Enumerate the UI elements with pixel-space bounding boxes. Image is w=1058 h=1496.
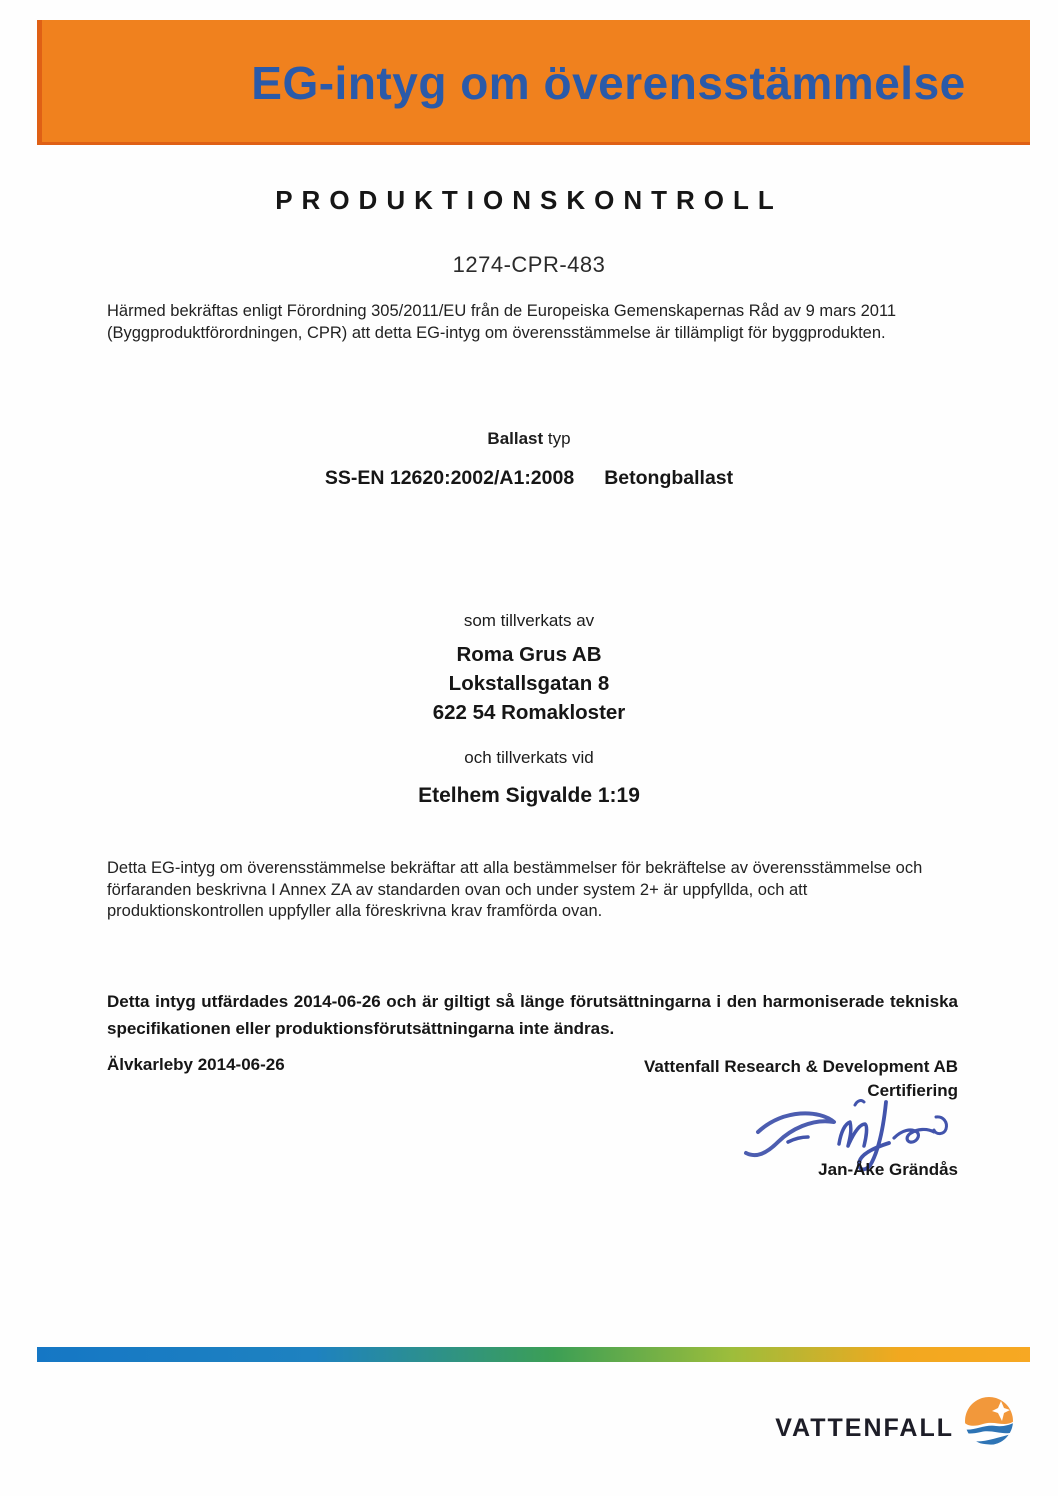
issuer-company: Vattenfall Research & Development AB	[644, 1057, 958, 1076]
standard-code: SS-EN 12620:2002/A1:2008	[324, 467, 575, 489]
standard-line	[0, 467, 1058, 490]
product-type-label: Ballast	[487, 429, 544, 448]
site-name: Etelhem Sigvalde 1:19	[418, 784, 640, 807]
signer-name: Jan-Åke Grändås	[818, 1160, 958, 1179]
issuer-department: Certifiering	[867, 1081, 958, 1100]
manufacturer-city: 622 54 Romakloster	[432, 701, 626, 724]
manufacturer-intro: som tillverkats av	[463, 611, 595, 630]
manufacturer-name: Roma Grus AB	[456, 643, 602, 666]
certificate-number: 1274-CPR-483	[452, 252, 606, 277]
product-type-suffix: typ	[543, 429, 571, 448]
issue-place-date: Älvkarleby 2014-06-26	[107, 1055, 285, 1074]
vattenfall-wordmark: VATTENFALL	[775, 1413, 954, 1442]
intro-paragraph: Härmed bekräftas enligt Förordning 305/2011/EU från de Europeiska Gemenskapernas Råd av 9 mars 2011 (Byggproduktförordningen, CPR) att detta EG-intyg om överensstämmelse är tillämpligt för byggprodukten.	[107, 302, 897, 342]
product-name: Betongballast	[604, 467, 734, 489]
section-heading: PRODUKTIONSKONTROLL	[275, 185, 783, 215]
product-type-line	[0, 429, 1058, 449]
manufacturer-address	[0, 640, 1058, 727]
vattenfall-logo-icon	[964, 1396, 1014, 1446]
vattenfall-logo	[775, 1396, 1014, 1446]
title-banner	[37, 20, 1030, 145]
site-intro: och tillverkats vid	[464, 748, 594, 767]
footer-gradient-bar	[37, 1347, 1030, 1362]
document-title: EG-intyg om överensstämmelse	[251, 56, 966, 109]
conformity-paragraph: Detta EG-intyg om överensstämmelse bekräftar att alla bestämmelser för bekräftelse av överensstämmelse och förfaranden beskrivna I Annex ZA av standarden ovan och under system 2+ är uppfyllda, och att produktionskontrollen uppfyller alla föreskrivna krav framförda ovan.	[107, 859, 923, 920]
manufacturer-street: Lokstallsgatan 8	[448, 672, 610, 695]
validity-paragraph: Detta intyg utfärdades 2014-06-26 och är giltigt så länge förutsättningarna i den harmoniserade tekniska specifikationen eller produktionsförutsättningarna inte ändras.	[107, 992, 958, 1038]
